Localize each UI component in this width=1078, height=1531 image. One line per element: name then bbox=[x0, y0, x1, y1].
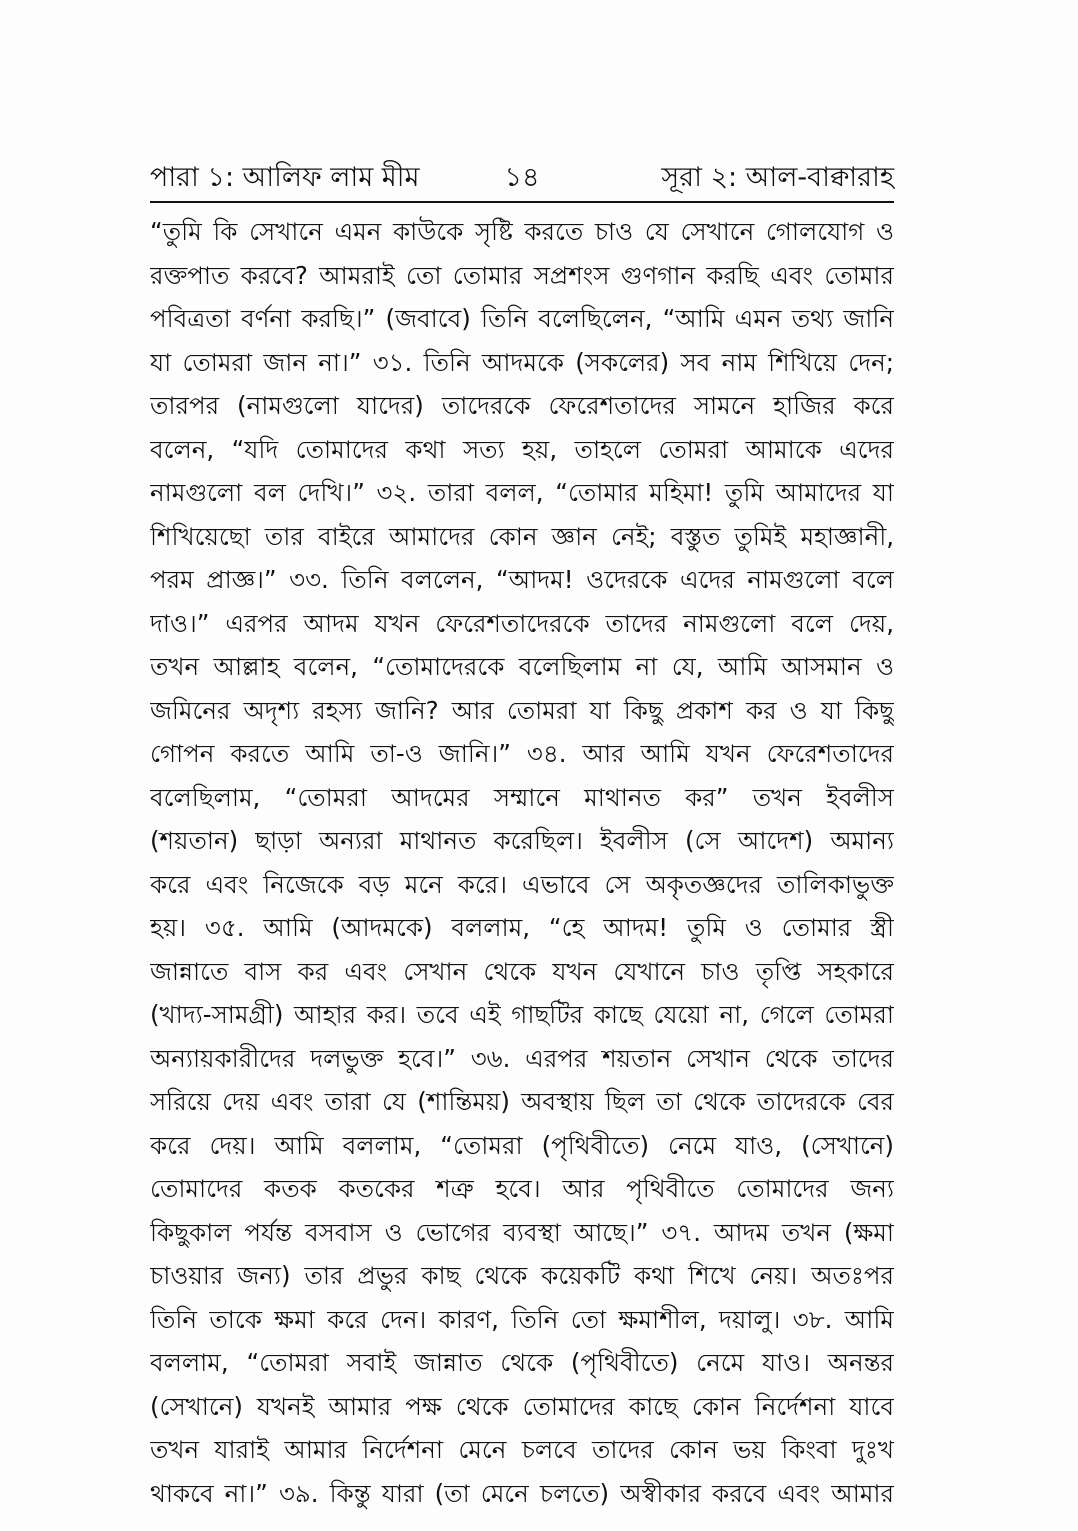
text-line: চাওয়ার জন্য) তার প্রভুর কাছ থেকে কয়েকটি কথা শিখে নেয়। অতঃপর bbox=[150, 1261, 894, 1290]
text-line: (সেখানে) যখনই আমার পক্ষ থেকে তোমাদের কাছে কোন নির্দেশনা যাবে bbox=[150, 1391, 894, 1421]
para-title: পারা ১: আলিফ লাম মীম bbox=[150, 162, 420, 193]
text-line: থাকবে না।” ৩৯. কিন্তু যারা (তা মেনে চলতে) অস্বীকার করবে এবং আমার bbox=[150, 1478, 894, 1508]
text-line: অন্যায়কারীদের দলভুক্ত হবে।” ৩৬. এরপর শয়তান সেখান থেকে তাদের bbox=[150, 1043, 894, 1073]
page-body-text bbox=[150, 210, 894, 1515]
header-rule bbox=[150, 201, 894, 203]
text-line: করে এবং নিজেকে বড় মনে করে। এভাবে সে অকৃতজ্ঞদের তালিকাভুক্ত bbox=[150, 869, 894, 899]
text-line: করে দেয়। আমি বললাম, “তোমরা (পৃথিবীতে) নেমে যাও, (সেখানে) bbox=[150, 1130, 894, 1160]
text-line: তিনি তাকে ক্ষমা করে দেন। কারণ, তিনি তো ক্ষমাশীল, দয়ালু। ৩৮. আমি bbox=[150, 1304, 894, 1334]
text-line: তারপর (নামগুলো যাদের) তাদেরকে ফেরেশতাদের সামনে হাজির করে bbox=[150, 391, 894, 420]
text-line: তখন আল্লাহ বলেন, “তোমাদেরকে বলেছিলাম না যে, আমি আসমান ও bbox=[150, 652, 894, 681]
text-line: নামগুলো বল দেখি।” ৩২. তারা বলল, “তোমার মহিমা! তুমি আমাদের যা bbox=[150, 478, 894, 507]
text-line: জান্নাতে বাস কর এবং সেখান থেকে যখন যেখানে চাও তৃপ্তি সহকারে bbox=[150, 956, 894, 986]
text-line: পরম প্রাজ্ঞ।” ৩৩. তিনি বললেন, “আদম! ওদেরকে এদের নামগুলো বলে bbox=[150, 565, 894, 594]
text-line: যা তোমরা জান না।” ৩১. তিনি আদমকে (সকলের) সব নাম শিখিয়ে দেন; bbox=[150, 347, 894, 377]
text-line: দাও।” এরপর আদম যখন ফেরেশতাদেরকে তাদের নামগুলো বলে দেয়, bbox=[150, 608, 894, 638]
text-line: বলেছিলাম, “তোমরা আদমের সম্মানে মাথানত কর” তখন ইবলীস bbox=[150, 782, 894, 812]
text-line: শিখিয়েছো তার বাইরে আমাদের কোন জ্ঞান নেই; বস্তুত তুমিই মহাজ্ঞানী, bbox=[150, 521, 894, 551]
text-line: গোপন করতে আমি তা-ও জানি।” ৩৪. আর আমি যখন ফেরেশতাদের bbox=[150, 739, 894, 768]
text-line: জমিনের অদৃশ্য রহস্য জানি? আর তোমরা যা কিছু প্রকাশ কর ও যা কিছু bbox=[150, 695, 894, 725]
text-line: পবিত্রতা বর্ণনা করছি।” (জবাবে) তিনি বলেছিলেন, “আমি এমন তথ্য জানি bbox=[150, 304, 894, 333]
text-line: “তুমি কি সেখানে এমন কাউকে সৃষ্টি করতে চাও যে সেখানে গোলযোগ ও bbox=[150, 217, 894, 246]
text-line: বললাম, “তোমরা সবাই জান্নাত থেকে (পৃথিবীতে) নেমে যাও। অনন্তর bbox=[150, 1348, 894, 1377]
text-line: সরিয়ে দেয় এবং তারা যে (শান্তিময়) অবস্থায় ছিল তা থেকে তাদেরকে বের bbox=[150, 1087, 894, 1116]
text-line: বলেন, “যদি তোমাদের কথা সত্য হয়, তাহলে তোমরা আমাকে এদের bbox=[150, 434, 894, 464]
text-line: হয়। ৩৫. আমি (আদমকে) বললাম, “হে আদম! তুমি ও তোমার স্ত্রী bbox=[150, 913, 894, 942]
text-line: তোমাদের কতক কতকের শত্রু হবে। আর পৃথিবীতে তোমাদের জন্য bbox=[150, 1174, 894, 1203]
page-number: ১৪ bbox=[504, 162, 540, 193]
text-line: (খাদ্য-সামগ্রী) আহার কর। তবে এই গাছটির কাছে যেয়ো না, গেলে তোমরা bbox=[150, 1000, 894, 1029]
text-line: (শয়তান) ছাড়া অন্যরা মাথানত করেছিল। ইবলীস (সে আদেশ) অমান্য bbox=[150, 826, 894, 855]
text-line: তখন যারাই আমার নির্দেশনা মেনে চলবে তাদের কোন ভয় কিংবা দুঃখ bbox=[150, 1435, 894, 1464]
running-header bbox=[150, 158, 894, 200]
text-line: কিছুকাল পর্যন্ত বসবাস ও ভোগের ব্যবস্থা আছে।” ৩৭. আদম তখন (ক্ষমা bbox=[150, 1217, 894, 1247]
surah-title: সূরা ২: আল-বাক্বারাহ bbox=[661, 162, 894, 193]
text-line: রক্তপাত করবে? আমরাই তো তোমার সপ্রশংস গুণগান করছি এবং তোমার bbox=[150, 260, 894, 290]
